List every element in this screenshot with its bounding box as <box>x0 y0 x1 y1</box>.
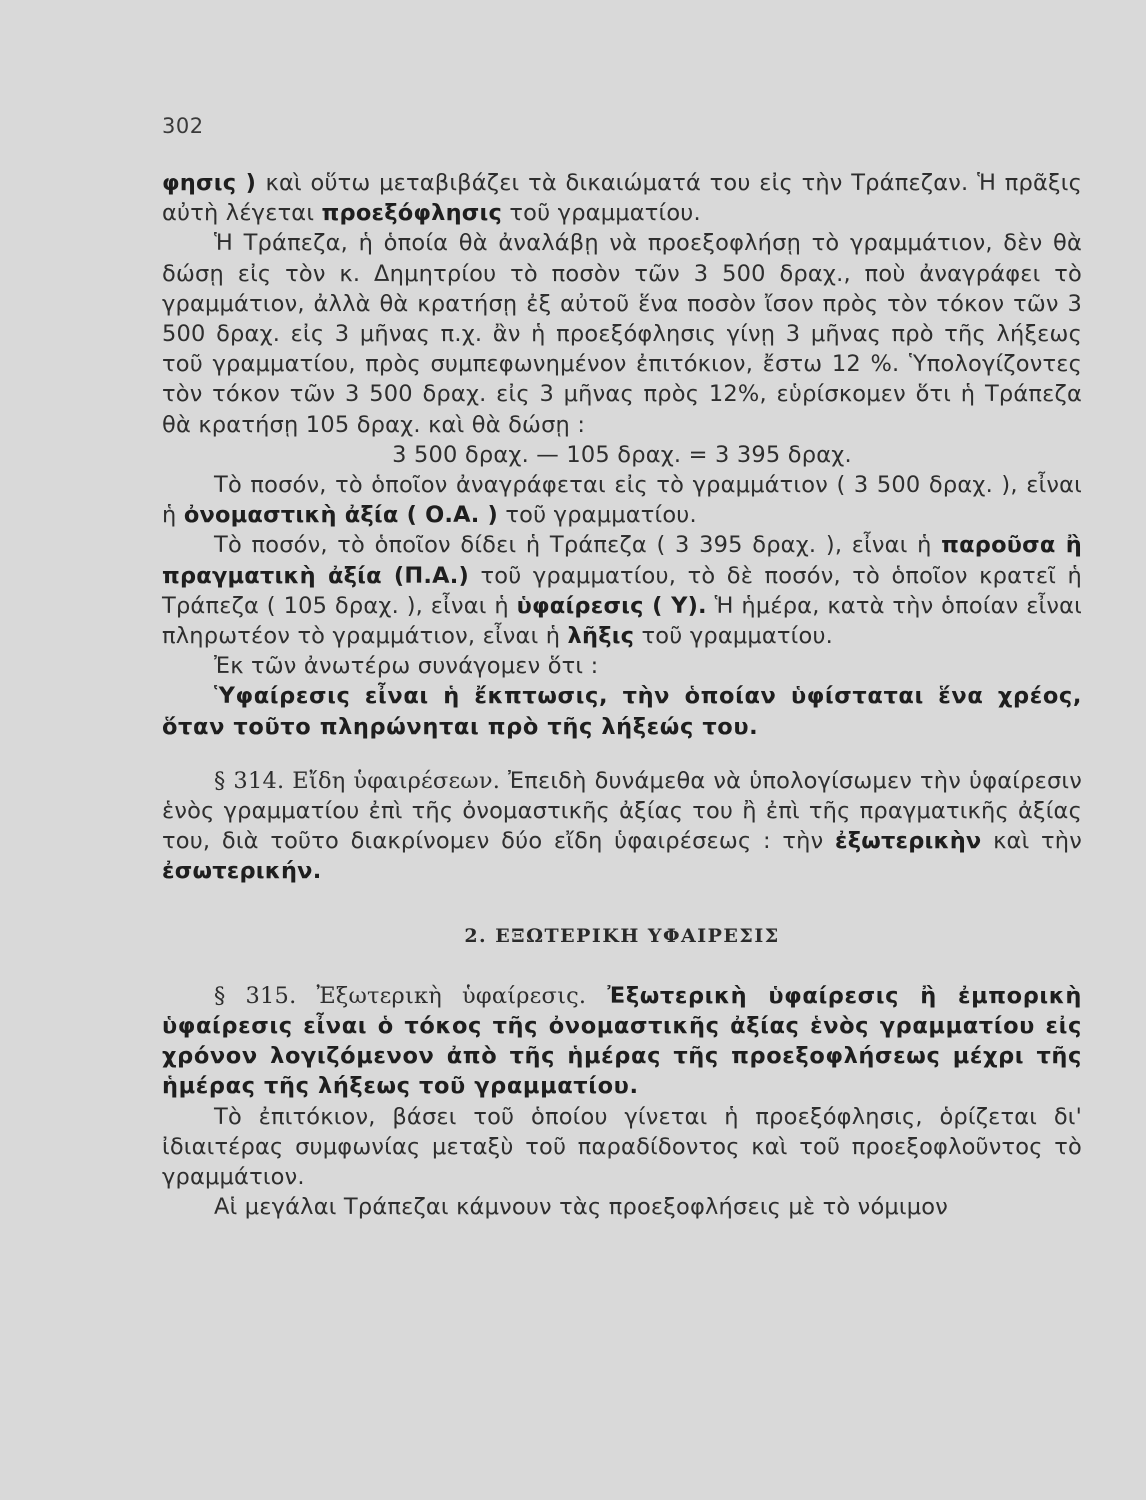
text-span: Ἡ ἡμέρα, κατὰ τὴν ὁποίαν εἶναι πληρωτέον τὸ γραμμάτιον, εἶναι ἡ <box>162 592 1082 650</box>
page-body <box>162 168 1082 1223</box>
term-maturity: λῆξις <box>567 623 635 650</box>
chapter-heading: 2. ΕΞΩΤΕΡΙΚΗ ΥΦΑΙΡΕΣΙΣ <box>464 924 780 947</box>
term-nominal-value: ὀνομαστικὴ ἀξία ( Ο.Α. ) <box>183 502 499 529</box>
paragraph-4 <box>162 530 1082 651</box>
spacer <box>162 742 1082 766</box>
term-proexoflesis: προεξόφλησις <box>321 200 503 227</box>
text-span: Τὸ ποσόν, τὸ ὁποῖον ἀναγράφεται εἰς τὸ γραμμάτιον ( 3 500 δραχ. ), εἶναι ἡ <box>162 472 1082 529</box>
equation: 3 500 δραχ. — 105 δραχ. = 3 395 δραχ. <box>392 441 852 468</box>
text-span: καὶ οὕτω μεταβιβάζει τὰ δικαιώματά του εἰς τὴν Τράπεζαν. Ἡ πρᾶξις αὐτὴ λέγεται <box>162 170 1082 227</box>
paragraph-section-315 <box>162 981 1082 1102</box>
term-discount: ὑφαίρεσις ( Υ). <box>516 592 707 619</box>
definition-external-discount: Ἐξωτερικὴ ὑφαίρεσις ἢ ἐμπορικὴ ὑφαίρεσις εἶναι ὁ τόκος τῆς ὀνομαστικῆς ἀξίας ἑνὸς γραμματίου εἰς χρόνον λογιζόμενον ἀπὸ τῆς ἡμέρας τῆς προεξοφλήσεως μέχρι τῆς ἡμέρας τῆς λήξεως τοῦ γραμματίου. <box>162 982 1082 1100</box>
text-span: Τὸ ποσόν, τὸ ὁποῖον δίδει ἡ Τράπεζα ( 3 395 δραχ. ), εἶναι ἡ <box>214 532 942 559</box>
paragraph-10: Αἱ μεγάλαι Τράπεζαι κάμνουν τὰς προεξοφλήσεις μὲ τὸ νόμιμον <box>214 1194 948 1221</box>
section-315-title: § 315. Ἐξωτερικὴ ὑφαίρεσις. <box>214 982 587 1009</box>
text-span: τοῦ γραμματίου, τὸ δὲ ποσόν, τὸ ὁποῖον κρατεῖ ἡ Τράπεζα ( 105 δραχ. ), εἶναι ἡ <box>162 562 1082 619</box>
text-span: τοῦ γραμματίου. <box>502 200 701 227</box>
section-314-title: § 314. Εἴδη ὑφαιρέσεων. <box>214 767 501 794</box>
term-present-value: παροῦσα ἢ πραγματικὴ ἀξία (Π.Α.) <box>162 532 1082 589</box>
term-internal: ἐσωτερικήν. <box>162 858 322 885</box>
paragraph-section-314 <box>162 766 1082 887</box>
term-phesis: φησις ) <box>162 170 266 196</box>
paragraph-3 <box>162 470 1082 530</box>
text-span: τοῦ γραμματίου. <box>634 623 834 650</box>
text-span: καὶ τὴν <box>981 828 1082 855</box>
paragraph-1 <box>162 168 1082 228</box>
paragraph-5: Ἐκ τῶν ἀνωτέρω συνάγομεν ὅτι : <box>214 653 599 680</box>
definition-discount: Ὑφαίρεσις εἶναι ἡ ἔκπτωσις, τὴν ὁποίαν ὑφίσταται ἕνα χρέος, ὅταν τοῦτο πληρώνηται πρὸ τῆς λήξεώς του. <box>162 683 1082 740</box>
text-span: Ἐπειδὴ δυνάμεθα νὰ ὑπολογίσωμεν τὴν ὑφαίρεσιν ἑνὸς γραμματίου ἐπὶ τῆς ὀνομαστικῆς ἀξίας του ἢ ἐπὶ τῆς πραγματικῆς ἀξίας του, διὰ τοῦτο διακρίνομεν δύο εἴδη ὑφαιρέσεως : τὴν <box>162 767 1082 855</box>
term-external: ἐξωτερικὴν <box>834 828 982 855</box>
paragraph-9: Τὸ ἐπιτόκιον, βάσει τοῦ ὁποίου γίνεται ἡ προεξόφλησις, ὁρίζεται δι' ἰδιαιτέρας συμφωνίας μεταξὺ τοῦ παραδίδοντος καὶ τοῦ προεξοφλοῦντος τὸ γραμμάτιον. <box>162 1103 1082 1191</box>
text-span: τοῦ γραμματίου. <box>498 502 697 529</box>
page-number: 302 <box>162 114 204 138</box>
paragraph-2: Ἡ Τράπεζα, ἡ ὁποία θὰ ἀναλάβῃ νὰ προεξοφλήσῃ τὸ γραμμάτιον, δὲν θὰ δώσῃ εἰς τὸν κ. Δημητρίου τὸ ποσὸν τῶν 3 500 δραχ., ποὺ ἀναγράφει τὸ γραμμάτιον, ἀλλὰ θὰ κρατήσῃ ἐξ αὐτοῦ ἕνα ποσὸν ἴσον πρὸς τὸν τόκον τῶν 3 500 δραχ. εἰς 3 μῆνας π.χ. ἂν ἡ προεξόφλησις γίνῃ 3 μῆνας πρὸ τῆς λήξεως τοῦ γραμματίου, πρὸς συμπεφωνημένον ἐπιτόκιον, ἔστω 12 %. Ὑπολογίζοντες τὸν τόκον τῶν 3 500 δραχ. εἰς 3 μῆνας πρὸς 12%, εὑρίσκομεν ὅτι ἡ Τράπεζα θὰ κρατήσῃ 105 δραχ. καὶ θὰ δώσῃ : <box>162 230 1082 438</box>
